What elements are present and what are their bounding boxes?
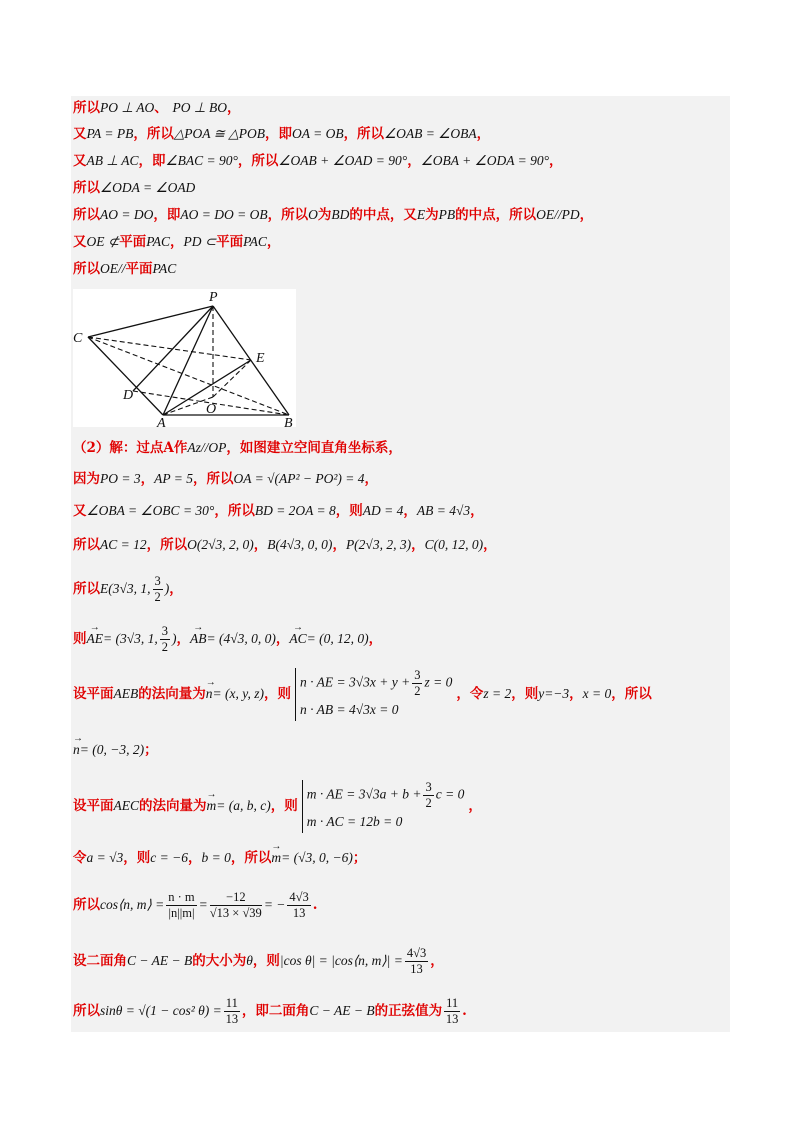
text: ，: [368, 631, 383, 647]
text: 的法向量为: [138, 686, 206, 702]
fraction: [412, 668, 422, 699]
text: 所以: [73, 180, 100, 196]
line-15: [73, 740, 158, 760]
dashed-OE: [213, 360, 251, 397]
math: = (3√3, 1,: [103, 631, 158, 646]
math: ): [172, 631, 177, 646]
math: BD = 2OA = 8: [254, 503, 336, 518]
equation: n · AB = 4√3x = 0: [299, 702, 399, 717]
math: =: [198, 897, 208, 912]
text: 的中点，又: [349, 207, 417, 223]
text: ，所以: [267, 207, 309, 223]
fraction: [210, 890, 262, 921]
text: ，: [176, 631, 191, 647]
line-9: [73, 469, 378, 489]
line-20: [73, 996, 467, 1027]
math: ∠BAC = 90°: [165, 153, 238, 168]
text: ，: [430, 953, 444, 969]
math: ∠ODA = ∠OAD: [100, 180, 196, 195]
math: E: [416, 207, 426, 222]
math: PO ⊥ AO: [100, 100, 155, 115]
text: ，: [476, 126, 491, 142]
line-18: [73, 890, 318, 921]
denominator: |n||m|: [168, 906, 195, 920]
math: O(2√3, 2, 0): [187, 537, 254, 552]
math: B(4√3, 0, 0): [267, 537, 333, 552]
math: PAC: [243, 234, 267, 249]
text: ，: [407, 153, 421, 169]
numerator: 11: [446, 996, 459, 1010]
line-3: [73, 151, 563, 171]
edge-CA: [88, 337, 163, 415]
text: 为: [317, 207, 332, 223]
text: 所以: [73, 897, 100, 913]
math: AEB: [113, 686, 139, 701]
text: 所以: [73, 261, 100, 277]
math: = −: [263, 897, 286, 912]
math: △POA ≅ △POB: [173, 126, 265, 141]
equation: c = 0: [435, 786, 465, 802]
equation: n · AE = 3√3x + y +: [299, 674, 411, 690]
text: 又: [73, 503, 87, 519]
label-A: A: [157, 416, 166, 427]
text: 、: [154, 100, 168, 116]
text: 则: [73, 631, 87, 647]
line-12: [73, 574, 183, 605]
text: 所以: [73, 537, 100, 553]
text: ，: [226, 100, 241, 116]
text: ，令: [456, 686, 484, 702]
math: = (0, −3, 2): [79, 742, 145, 757]
math: OE ⊄: [86, 234, 120, 249]
text: 为: [425, 207, 439, 223]
math: OA = OB: [291, 126, 344, 141]
text: ，即: [153, 207, 181, 223]
text: 所以: [73, 581, 100, 597]
text: ，: [411, 537, 425, 553]
math: sinθ = √(1 − cos² θ) =: [100, 1003, 222, 1018]
text: 设平面: [73, 686, 114, 702]
text: ，则: [335, 503, 363, 519]
text: ，即: [138, 153, 166, 169]
text: 设平面: [73, 798, 114, 814]
math: Az//OP: [187, 440, 227, 455]
text: 又: [73, 153, 87, 169]
label-P: P: [209, 290, 218, 305]
numerator: 3: [154, 574, 161, 588]
math: b = 0: [201, 850, 231, 865]
line-13: [73, 624, 382, 655]
text: 的正弦值为: [374, 1003, 443, 1019]
vector-n: → n: [73, 740, 80, 760]
numerator: 4√3: [406, 946, 427, 960]
equation: m · AC = 12b = 0: [306, 814, 403, 829]
math: OA = √(AP² − PO²) = 4: [233, 471, 365, 486]
dashed-CE: [88, 337, 251, 360]
text: 平面: [216, 234, 244, 250]
math: θ: [246, 953, 253, 968]
denominator: 2: [414, 684, 421, 698]
math: ∠OAB + ∠OAD = 90°: [278, 153, 408, 168]
text: 又: [73, 126, 87, 142]
text: 因为: [73, 471, 100, 487]
math: BD: [331, 207, 350, 222]
line-7: [73, 259, 176, 279]
text: ，: [468, 798, 482, 814]
equation: z = 0: [424, 674, 453, 690]
numerator: 11: [225, 996, 238, 1010]
text: ，: [579, 207, 594, 223]
text: ，: [169, 234, 184, 250]
text: .: [462, 1003, 467, 1019]
math: a = √3: [86, 850, 124, 865]
math: PO ⊥ BO: [172, 100, 227, 115]
text: ，所以: [343, 126, 385, 142]
text: ，则: [511, 686, 539, 702]
text: 所以: [73, 100, 100, 116]
math: = (x, y, z): [212, 686, 264, 701]
fraction: [166, 890, 196, 921]
math: ): [164, 581, 170, 596]
math: y=−3: [538, 686, 570, 701]
math: OE//: [100, 261, 126, 276]
denominator: 13: [292, 906, 306, 920]
math: AO = DO: [100, 207, 154, 222]
math: = (a, b, c): [216, 798, 271, 813]
text: ，所以: [133, 126, 174, 142]
label-B: B: [284, 416, 293, 427]
label-E: E: [256, 351, 265, 366]
text: ，: [140, 471, 155, 487]
pyramid-figure: [73, 289, 296, 427]
text: ，所以: [230, 850, 272, 866]
text: 的大小为: [192, 953, 247, 969]
text: （2）解：过点A作: [73, 440, 188, 456]
text: ，: [266, 234, 281, 250]
text: ，则: [252, 953, 280, 969]
math: PO = 3: [100, 471, 141, 486]
text: ，所以: [237, 153, 279, 169]
text: ，所以: [192, 471, 234, 487]
line-8: [73, 438, 402, 458]
math: PAC: [146, 234, 170, 249]
math: = (√3, 0, −6): [281, 850, 353, 865]
text: .: [312, 897, 318, 913]
math: c = −6: [150, 850, 188, 865]
denominator: 2: [425, 796, 432, 810]
vector-AC: → AC: [289, 629, 306, 649]
math: E(3√3, 1,: [100, 581, 151, 596]
numerator: n · m: [168, 890, 195, 904]
math: PB: [438, 207, 456, 222]
text: 的法向量为: [139, 798, 207, 814]
math: C − AE − B: [127, 953, 193, 968]
text: ，: [483, 537, 497, 553]
fraction: [287, 890, 310, 921]
edge-PD: [133, 306, 213, 391]
fraction: [444, 996, 460, 1027]
numerator: 3: [161, 624, 169, 638]
label-O: O: [206, 402, 217, 417]
denominator: 13: [410, 962, 423, 976]
math: AB ⊥ AC: [86, 153, 139, 168]
vector-n: → n: [206, 684, 213, 704]
line-16: [73, 780, 482, 833]
fraction: [153, 574, 163, 605]
denominator: 13: [445, 1012, 459, 1026]
line-11: [73, 535, 497, 555]
line-14: [73, 668, 652, 721]
line-17: [73, 848, 366, 868]
math: AP = 5: [154, 471, 193, 486]
math: x = 0: [582, 686, 612, 701]
math: ∠OBA = ∠OBC = 30°: [86, 503, 215, 518]
text: ，即: [264, 126, 292, 142]
text: ，: [332, 537, 346, 553]
line-6: [73, 232, 280, 252]
math: PAC: [152, 261, 177, 276]
math: AO = DO = OB: [180, 207, 268, 222]
text: ；: [144, 742, 158, 758]
text: ，: [188, 850, 202, 866]
text: 平面: [119, 234, 147, 250]
math: ∠OBA + ∠ODA = 90°: [420, 153, 550, 168]
equation-system: [295, 668, 452, 721]
edge-CP: [88, 306, 213, 337]
text: ，: [275, 631, 290, 647]
text: ，所以: [611, 686, 652, 702]
label-C: C: [73, 331, 83, 346]
denominator: 13: [225, 1012, 239, 1026]
text: 的中点，所以: [455, 207, 537, 223]
line-1: [73, 98, 240, 118]
vector-m: → m: [207, 796, 217, 816]
math: C − AE − B: [309, 1003, 375, 1018]
text: ，: [549, 153, 563, 169]
text: ，如图建立空间直角坐标系，: [226, 440, 402, 456]
text: 设二面角: [73, 953, 127, 969]
fraction: [224, 996, 240, 1027]
numerator: 3: [425, 780, 432, 794]
math: = (0, 12, 0): [306, 631, 369, 646]
math: PD ⊂: [183, 234, 217, 249]
text: 平面: [125, 261, 153, 277]
vector-AB: → AB: [190, 629, 207, 649]
math: C(0, 12, 0): [424, 537, 484, 552]
text: ，则: [270, 798, 298, 814]
numerator: 4√3: [289, 890, 309, 904]
fraction: [160, 624, 170, 655]
math: |cos θ| = |cos⟨n, m⟩| =: [279, 953, 403, 968]
fraction: [423, 780, 433, 811]
equation: m · AE = 3√3a + b +: [306, 786, 422, 802]
math: OE//PD: [536, 207, 580, 222]
math: AC = 12: [100, 537, 147, 552]
math: ∠OAB = ∠OBA: [384, 126, 477, 141]
numerator: 3: [414, 668, 421, 682]
label-D: D: [123, 388, 134, 403]
fraction: [405, 946, 428, 977]
denominator: √13 × √39: [209, 906, 262, 920]
line-19: [73, 946, 444, 977]
math: z = 2: [483, 686, 512, 701]
text: 所以: [73, 207, 100, 223]
math: AB = 4√3: [416, 503, 471, 518]
text: ，所以: [214, 503, 255, 519]
equation-system: [302, 780, 465, 833]
text: ，: [470, 503, 484, 519]
text: ，: [569, 686, 583, 702]
math: P(2√3, 2, 3): [345, 537, 412, 552]
text: 又: [73, 234, 87, 250]
vector-m: → m: [271, 848, 281, 868]
math: PA = PB: [86, 126, 134, 141]
denominator: 2: [154, 590, 161, 604]
text: 令: [73, 850, 87, 866]
text: ，则: [263, 686, 291, 702]
text: 所以: [73, 1003, 100, 1019]
math: O: [308, 207, 318, 222]
math: cos⟨n, m⟩ =: [100, 897, 165, 912]
line-5: [73, 205, 593, 225]
denominator: 2: [161, 640, 169, 654]
math: AD = 4: [362, 503, 404, 518]
dashed-CB: [88, 337, 289, 415]
text: ，即二面角: [241, 1003, 310, 1019]
text: ；: [352, 850, 367, 866]
vector-AE: → AE: [87, 629, 104, 649]
line-2: [73, 124, 490, 144]
math: = (4√3, 0, 0): [206, 631, 276, 646]
text: ，所以: [146, 537, 188, 553]
text: ，则: [123, 850, 151, 866]
numerator: −12: [210, 890, 262, 906]
line-10: [73, 501, 484, 521]
math: AEC: [113, 798, 139, 813]
text: ，: [253, 537, 268, 553]
text: ，: [169, 581, 183, 597]
line-4: [73, 178, 195, 198]
text: ，: [403, 503, 417, 519]
text: ，: [364, 471, 379, 487]
